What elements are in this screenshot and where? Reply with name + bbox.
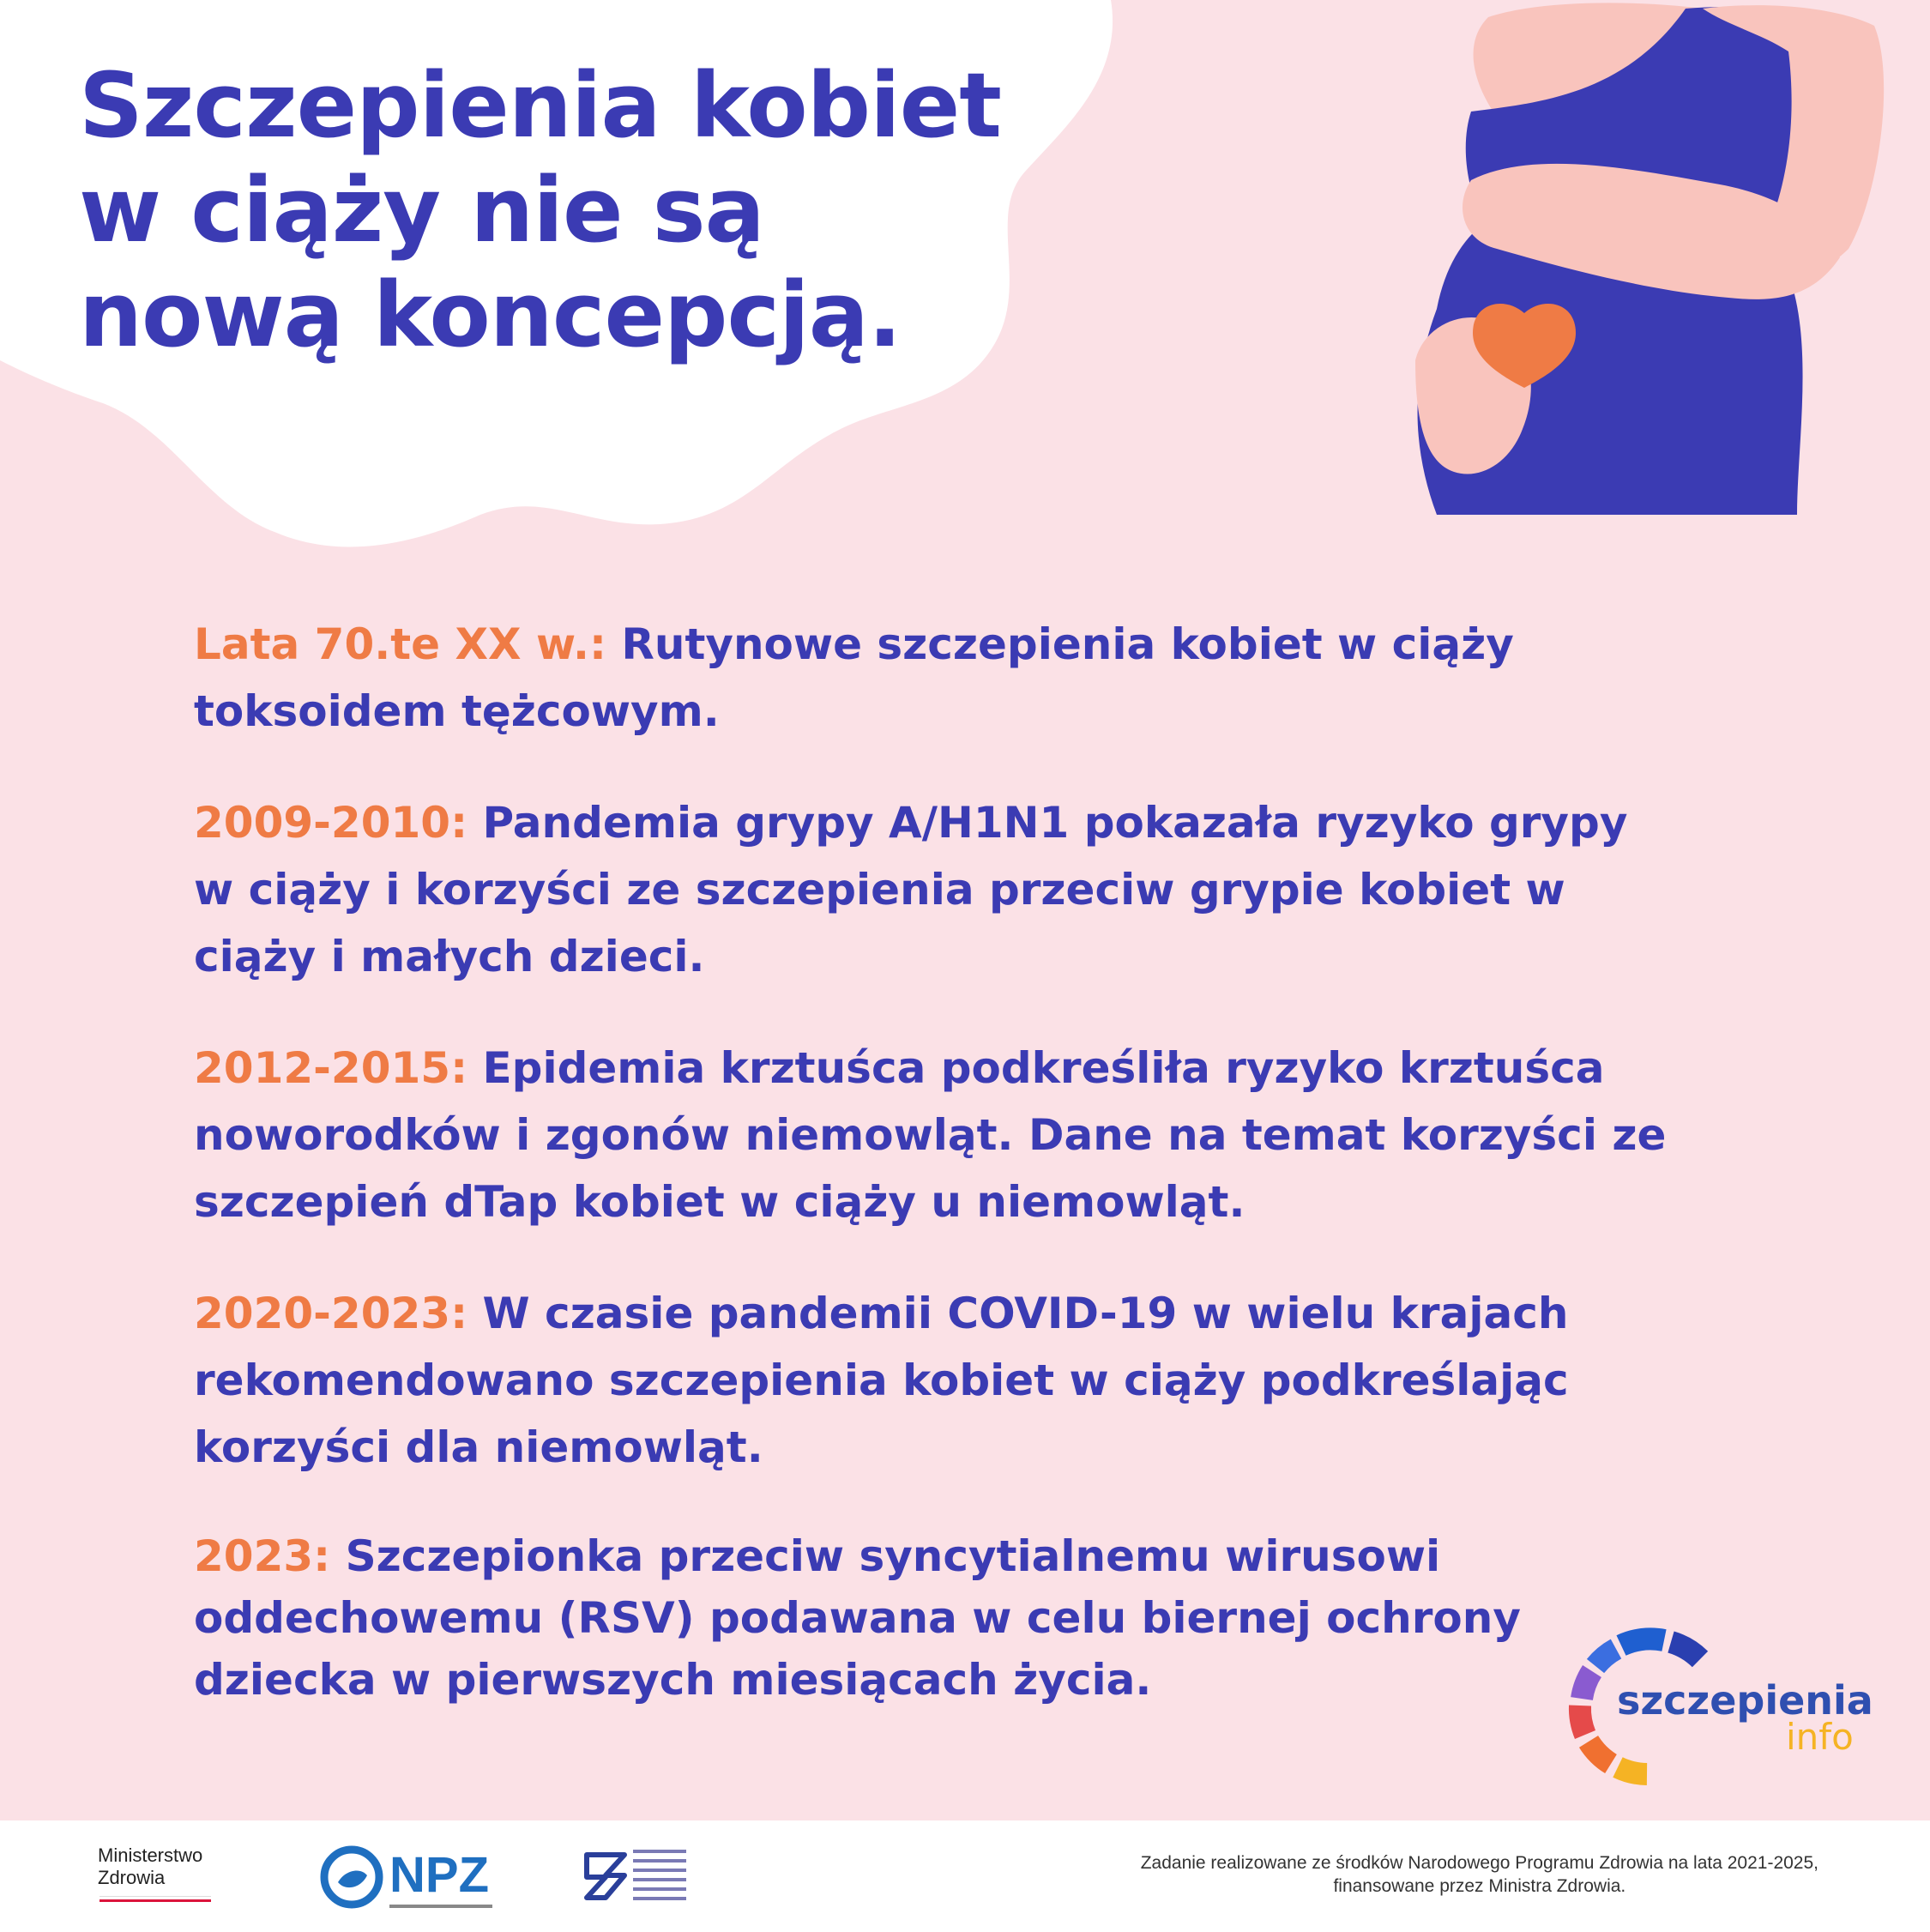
entry-text-line: korzyści dla niemowląt. (194, 1422, 763, 1472)
npz-subtitle-line (389, 1905, 492, 1908)
entry-text-line: oddechowemu (RSV) podawana w celu biernej ochrony (194, 1593, 1521, 1643)
timeline-entry-2020 (194, 1280, 1738, 1481)
entry-text-line: w ciąży i korzyści ze szczepienia przeciw grypie kobiet w (194, 865, 1565, 915)
timeline-entry-1970s (194, 611, 1738, 745)
entry-date: 2009-2010: (194, 798, 468, 848)
pregnant-woman-illustration (1411, 0, 1891, 532)
npz-emblem-icon (319, 1844, 384, 1910)
entry-text-line: Szczepionka przeciw syncytialnemu wirusowi (345, 1531, 1441, 1581)
entry-text-line: W czasie pandemii COVID-19 w wielu krajach (482, 1289, 1569, 1338)
logo-text-info: info (1786, 1716, 1854, 1758)
entry-date: 2012-2015: (194, 1043, 468, 1093)
entry-date: 2023: (194, 1531, 331, 1581)
entry-date: Lata 70.te XX w.: (194, 619, 606, 669)
title-line-3: nową koncepcją. (79, 263, 902, 367)
szczepienia-info-logo (1561, 1621, 1887, 1793)
ministry-line-1: Ministerstwo (98, 1844, 203, 1866)
pzh-emblem-icon (580, 1846, 631, 1906)
page-title (79, 53, 1001, 367)
timeline-entry-2012 (194, 1035, 1738, 1235)
title-line-2: w ciąży nie są (79, 158, 764, 263)
npz-logo-text: NPZ (389, 1847, 489, 1903)
pzh-text-lines (633, 1850, 686, 1906)
entry-text-line: Epidemia krztuśca podkreśliła ryzyko krztuśca (482, 1043, 1605, 1093)
entry-text-line: szczepień dTap kobiet w ciąży u niemowląt. (194, 1177, 1245, 1227)
entry-text-line: rekomendowano szczepienia kobiet w ciąży podkreślając (194, 1355, 1569, 1405)
ministry-logo (98, 1844, 202, 1889)
timeline-entry-2023 (194, 1525, 1738, 1711)
npz-logo (319, 1844, 508, 1913)
entry-text-line: Pandemia grypy A/H1N1 pokazała ryzyko grypy (482, 798, 1628, 848)
funding-line-1: Zadanie realizowane ze środków Narodowego Programu Zdrowia na lata 2021-2025, (1140, 1853, 1818, 1873)
ministry-flag-bar (100, 1896, 211, 1901)
entry-text-line: Rutynowe szczepienia kobiet w ciąży (621, 619, 1514, 669)
timeline (194, 611, 1738, 1711)
entry-text-line: toksoidem tężcowym. (194, 686, 720, 736)
pzh-institute-logo (580, 1846, 700, 1915)
funding-notice (1141, 1851, 1818, 1898)
ministry-line-2: Zdrowia (98, 1867, 166, 1888)
title-line-1: Szczepienia kobiet (79, 53, 1002, 158)
footer (0, 1820, 1930, 1932)
entry-text-line: noworodków i zgonów niemowląt. Dane na temat korzyści ze (194, 1110, 1667, 1160)
entry-text-line: ciąży i małych dzieci. (194, 932, 705, 981)
entry-text-line: dziecka w pierwszych miesiącach życia. (194, 1655, 1152, 1705)
entry-date: 2020-2023: (194, 1289, 468, 1338)
logo-text-szczepienia: szczepienia (1617, 1677, 1873, 1724)
timeline-entry-2009 (194, 789, 1738, 990)
funding-line-2: finansowane przez Ministra Zdrowia. (1333, 1876, 1626, 1896)
